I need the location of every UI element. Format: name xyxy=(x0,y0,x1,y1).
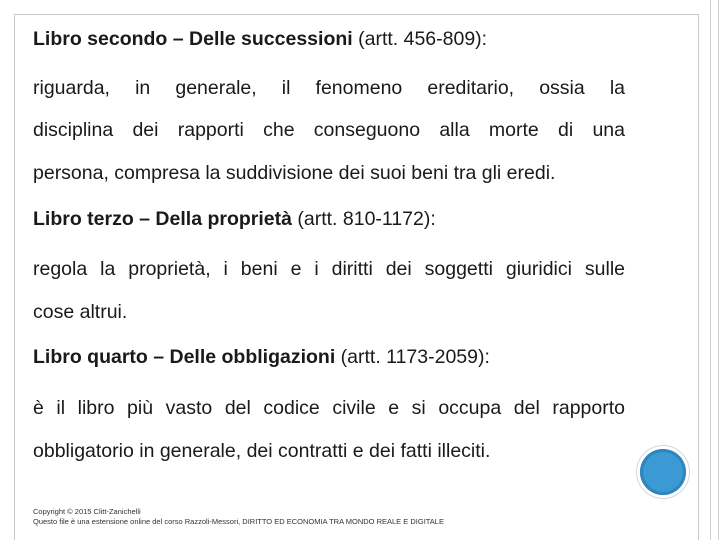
heading-bold-text: Libro quarto – Delle obbligazioni xyxy=(33,346,336,368)
section-body-line: regola la proprietà, i beni e i diritti dei soggetti giuridici sulle xyxy=(33,258,625,280)
side-rule-inner xyxy=(710,0,711,540)
section-body-line: obbligatorio in generale, dei contratti e dei fatti illeciti. xyxy=(33,440,491,462)
decorative-circle xyxy=(640,449,686,495)
heading-bold-text: Libro secondo – Delle successioni xyxy=(33,28,353,50)
section-body-line: riguarda, in generale, il fenomeno ereditario, ossia la xyxy=(33,77,625,99)
heading-bold-text: Libro terzo – Della proprietà xyxy=(33,208,292,230)
section-heading-successioni xyxy=(33,26,625,52)
heading-articles-text: (artt. 456-809): xyxy=(352,28,488,50)
section-body-line: persona, compresa la suddivisione dei suoi beni tra gli eredi. xyxy=(33,162,556,184)
copyright-line: Copyright © 2015 Clitt-Zanichelli xyxy=(33,507,141,516)
section-heading-proprieta xyxy=(33,206,625,232)
section-body-line: è il libro più vasto del codice civile e si occupa del rapporto xyxy=(33,397,625,419)
side-rule-outer xyxy=(718,0,719,540)
copyright-notice xyxy=(33,507,444,527)
section-heading-obbligazioni xyxy=(33,344,625,370)
section-body-line: cose altrui. xyxy=(33,301,128,323)
section-body-line: disciplina dei rapporti che conseguono alla morte di una xyxy=(33,119,625,141)
heading-articles-text: (artt. 1173-2059): xyxy=(335,346,490,368)
heading-articles-text: (artt. 810-1172): xyxy=(291,208,436,230)
copyright-line: Questo file è una estensione online del corso Razzoli-Messori, DIRITTO ED ECONOMIA TRA MONDO REALE E DIGITALE xyxy=(33,517,444,526)
